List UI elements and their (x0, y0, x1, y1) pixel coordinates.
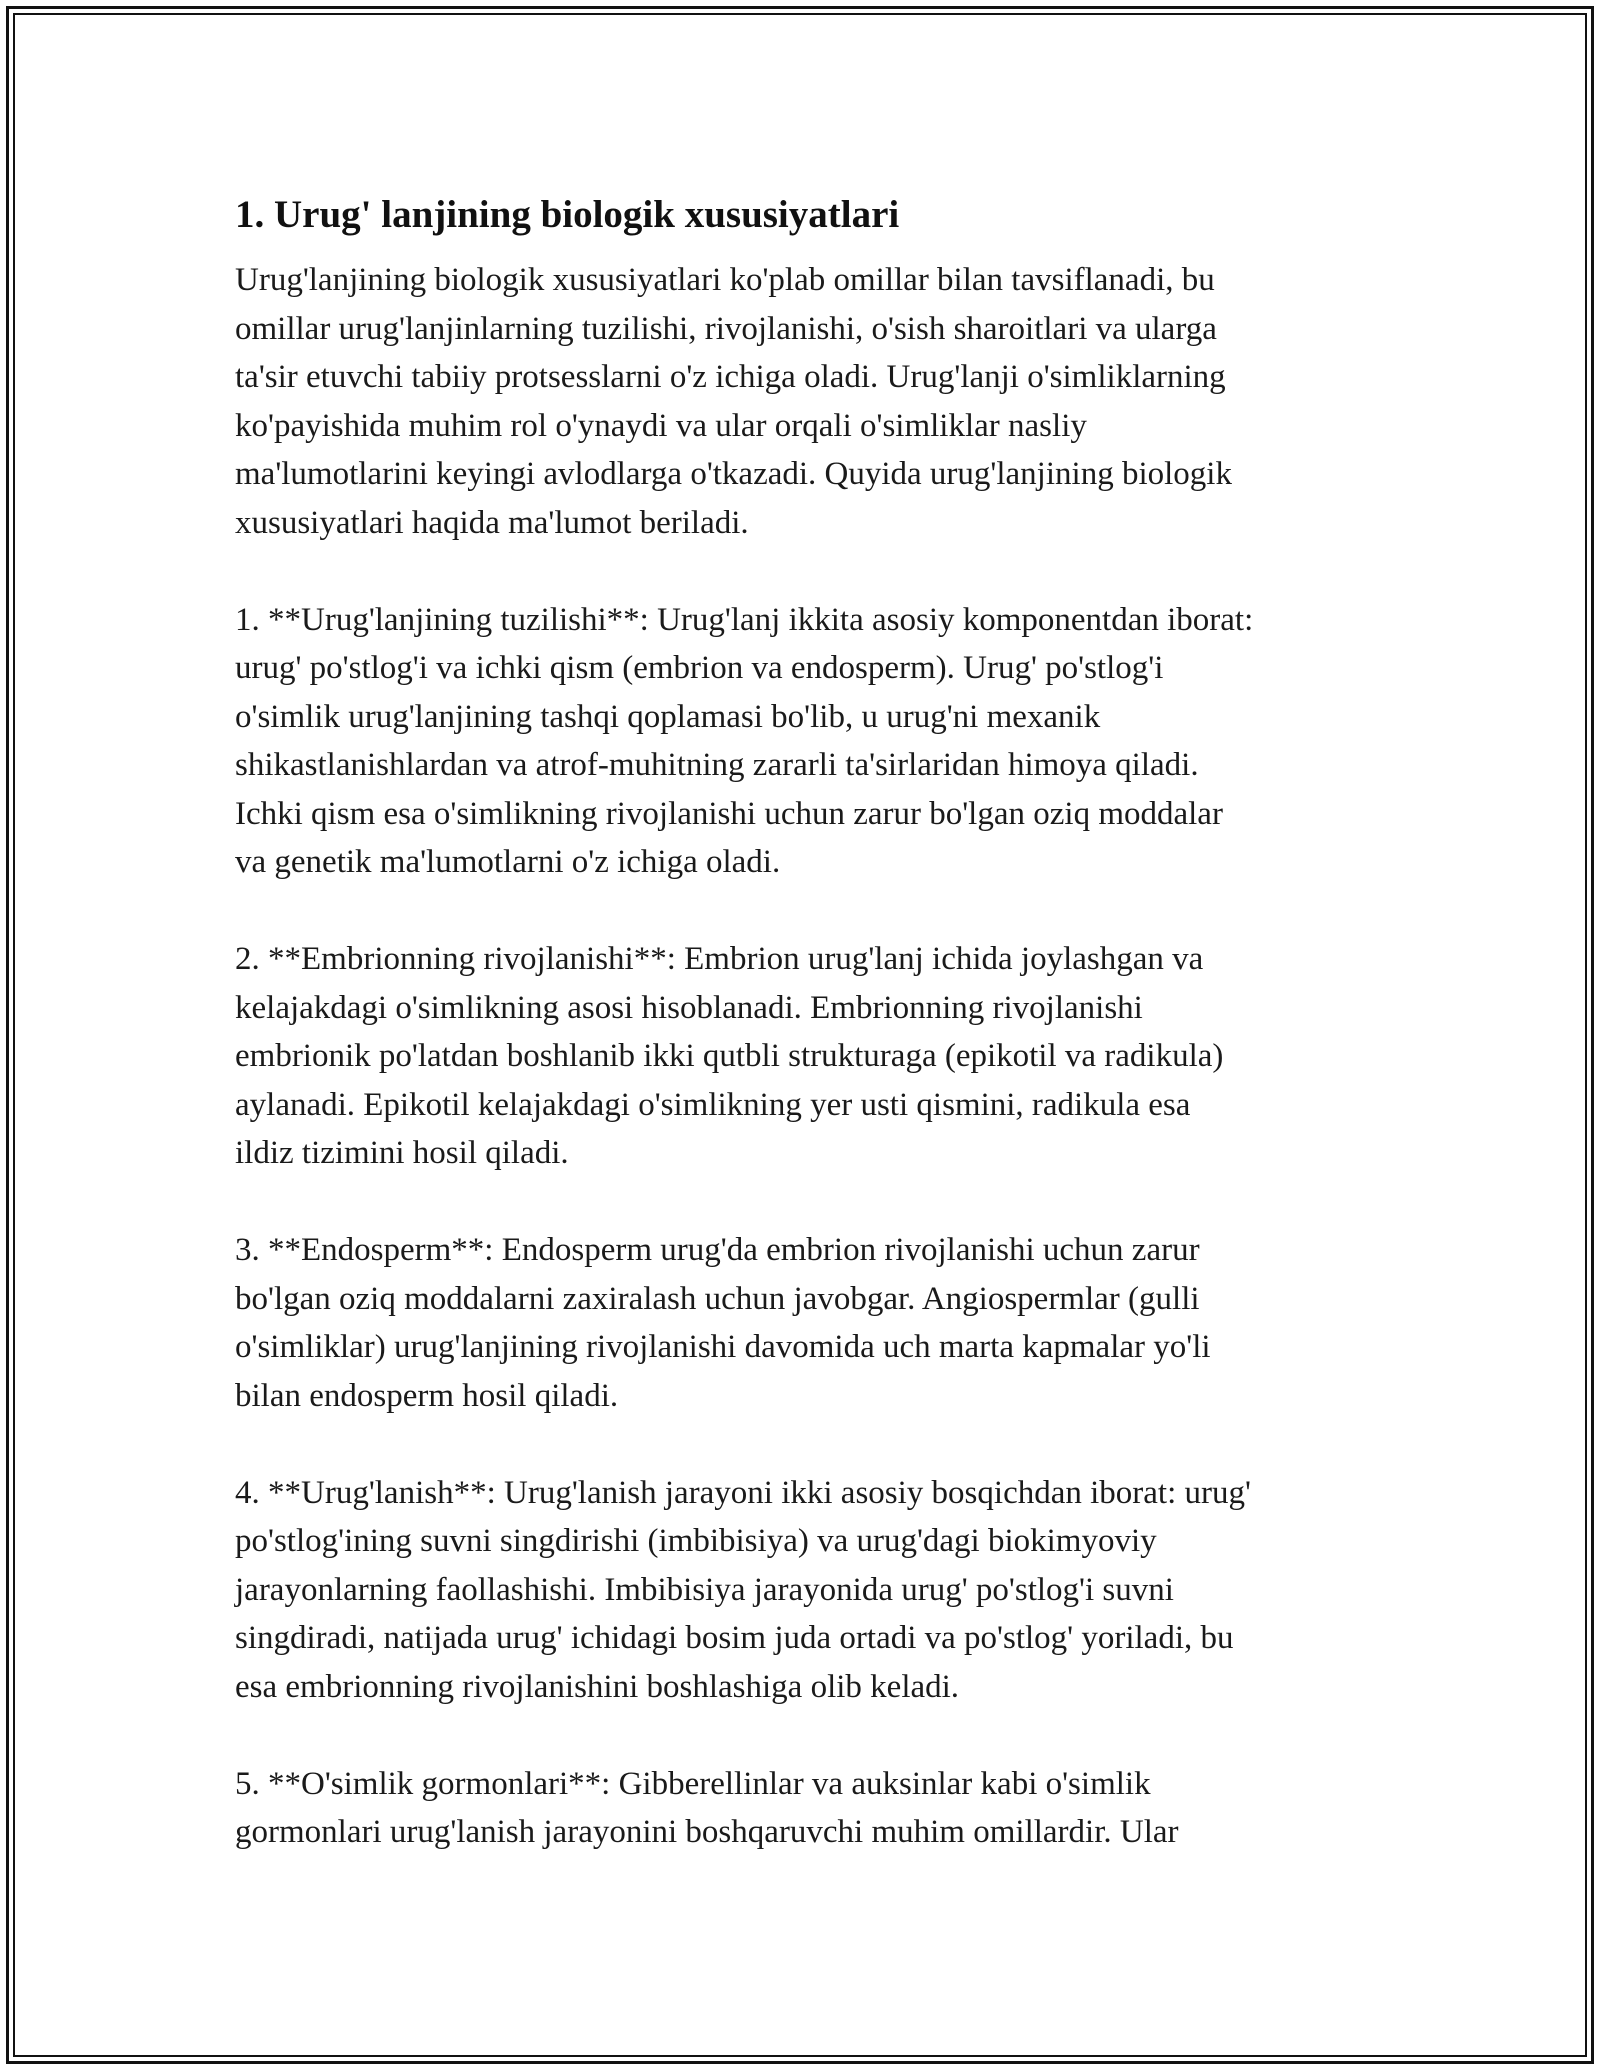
paragraph-line: Urug'lanjining biologik xususiyatlari ko'plab omillar bilan tavsiflanadi, bu (235, 262, 1215, 298)
document-body (235, 188, 1385, 1905)
paragraph-item-3 (235, 1226, 1385, 1420)
paragraph-line: shikastlanishlardan va atrof-muhitning zararli ta'sirlaridan himoya qiladi. (235, 747, 1199, 783)
document-title: 1. Urug' lanjining biologik xususiyatlari (235, 193, 900, 236)
paragraph-line: 4. **Urug'lanish**: Urug'lanish jarayoni ikki asosiy bosqichdan iborat: urug' (235, 1474, 1251, 1511)
paragraph-line: 5. **O'simlik gormonlari**: Gibberellinlar va auksinlar kabi o'simlik (235, 1765, 1151, 1802)
paragraph-line: o'simliklar) urug'lanjining rivojlanishi davomida uch marta kapmalar yo'li (235, 1329, 1211, 1365)
paragraph-line: jarayonlarning faollashishi. Imbibisiya jarayonida urug' po'stlog'i suvni (235, 1571, 1174, 1608)
paragraph-intro (235, 256, 1385, 547)
paragraph-line: va genetik ma'lumotlarni o'z ichiga oladi. (235, 844, 781, 880)
paragraph-line: bilan endosperm hosil qiladi. (235, 1377, 619, 1414)
paragraph-item-5 (235, 1760, 1385, 1857)
paragraph-line: urug' po'stlog'i va ichki qism (embrion va endosperm). Urug' po'stlog'i (235, 650, 1164, 686)
paragraph-line: ko'payishida muhim rol o'ynaydi va ular orqali o'simliklar nasliy (235, 407, 1087, 444)
paragraph-line: ta'sir etuvchi tabiiy protsesslarni o'z ichiga oladi. Urug'lanji o'simliklarning (235, 359, 1226, 395)
paragraph-line: 2. **Embrionning rivojlanishi**: Embrion urug'lanj ichida joylashgan va (235, 941, 1204, 977)
paragraph-line: ildiz tizimini hosil qiladi. (235, 1135, 569, 1171)
paragraph-line: 3. **Endosperm**: Endosperm urug'da embrion rivojlanishi uchun zarur (235, 1232, 1200, 1268)
paragraph-item-2 (235, 935, 1385, 1178)
paragraph-item-1 (235, 596, 1385, 887)
paragraph-line: embrionik po'latdan boshlanib ikki qutbli strukturaga (epikotil va radikula) (235, 1038, 1224, 1074)
paragraph-item-4 (235, 1469, 1385, 1712)
paragraph-line: bo'lgan oziq moddalarni zaxiralash uchun javobgar. Angiospermlar (gulli (235, 1280, 1200, 1317)
paragraph-line: po'stlog'ining suvni singdirishi (imbibisiya) va urug'dagi biokimyoviy (235, 1523, 1157, 1559)
paragraph-line: Ichki qism esa o'simlikning rivojlanishi uchun zarur bo'lgan oziq moddalar (235, 795, 1223, 832)
paragraph-line: xususiyatlari haqida ma'lumot beriladi. (235, 504, 749, 541)
paragraph-line: gormonlari urug'lanish jarayonini boshqaruvchi muhim omillardir. Ular (235, 1814, 1179, 1850)
paragraph-line: omillar urug'lanjinlarning tuzilishi, rivojlanishi, o'sish sharoitlari va ularga (235, 310, 1217, 347)
paragraph-line: kelajakdagi o'simlikning asosi hisoblanadi. Embrionning rivojlanishi (235, 989, 1143, 1026)
paragraph-line: o'simlik urug'lanjining tashqi qoplamasi bo'lib, u urug'ni mexanik (235, 698, 1101, 735)
paragraph-line: aylanadi. Epikotil kelajakdagi o'simlikning yer usti qismini, radikula esa (235, 1086, 1191, 1123)
paragraph-line: ma'lumotlarini keyingi avlodlarga o'tkazadi. Quyida urug'lanjining biologik (235, 456, 1232, 492)
paragraph-line: esa embrionning rivojlanishini boshlashiga olib keladi. (235, 1668, 960, 1705)
paragraph-line: singdiradi, natijada urug' ichidagi bosim juda ortadi va po'stlog' yoriladi, bu (235, 1620, 1234, 1656)
paragraph-line: 1. **Urug'lanjining tuzilishi**: Urug'lanj ikkita asosiy komponentdan iborat: (235, 601, 1254, 638)
